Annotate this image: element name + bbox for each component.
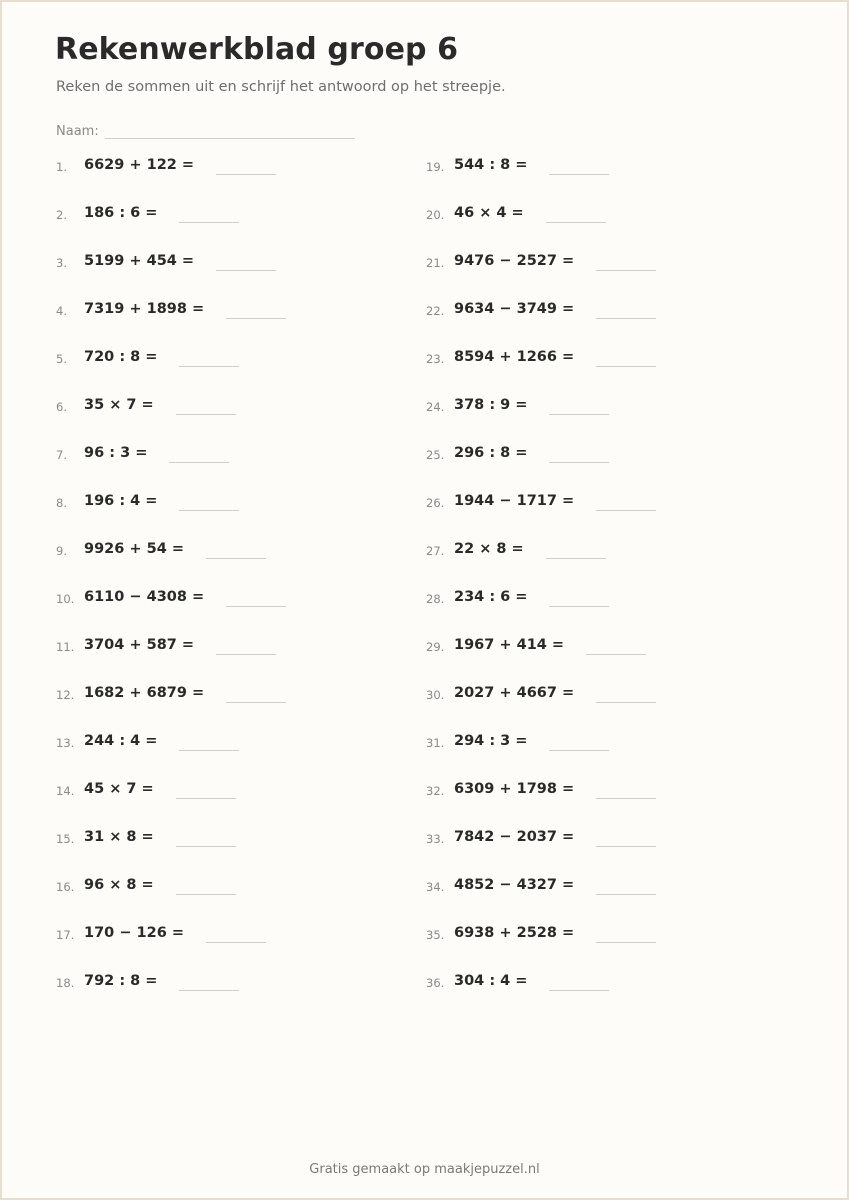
exercise-number: 31. bbox=[426, 736, 445, 750]
footer-credit: Gratis gemaakt op maakjepuzzel.nl bbox=[309, 1162, 540, 1177]
exercise-expression: 4852 − 4327 = bbox=[454, 877, 575, 893]
exercise-number: 4. bbox=[56, 304, 67, 318]
exercise-expression: 196 : 4 = bbox=[84, 493, 158, 509]
exercise-expression: 6938 + 2528 = bbox=[454, 925, 575, 941]
exercise-expression: 6309 + 1798 = bbox=[454, 781, 575, 797]
exercise-number: 29. bbox=[426, 640, 445, 654]
exercise-number: 36. bbox=[426, 976, 445, 990]
answer-line[interactable] bbox=[216, 250, 276, 271]
exercise-item bbox=[56, 394, 286, 442]
exercise-expression: 304 : 4 = bbox=[454, 973, 528, 989]
exercise-number: 30. bbox=[426, 688, 445, 702]
exercise-item bbox=[426, 826, 656, 874]
exercise-number: 1. bbox=[56, 160, 67, 174]
exercise-item bbox=[426, 442, 656, 490]
exercise-number: 25. bbox=[426, 448, 445, 462]
exercise-number: 3. bbox=[56, 256, 67, 270]
exercise-expression: 244 : 4 = bbox=[84, 733, 158, 749]
exercise-number: 17. bbox=[56, 928, 75, 942]
answer-line[interactable] bbox=[206, 538, 266, 559]
exercise-item bbox=[56, 586, 286, 634]
exercise-expression: 9476 − 2527 = bbox=[454, 253, 575, 269]
answer-line[interactable] bbox=[216, 154, 276, 175]
exercise-expression: 7319 + 1898 = bbox=[84, 301, 205, 317]
exercise-expression: 35 × 7 = bbox=[84, 397, 154, 413]
answer-line[interactable] bbox=[546, 202, 606, 223]
exercise-expression: 9634 − 3749 = bbox=[454, 301, 575, 317]
exercise-item bbox=[426, 922, 656, 970]
exercise-item bbox=[426, 154, 656, 202]
left-exercise-column bbox=[56, 154, 286, 1018]
answer-line[interactable] bbox=[176, 826, 236, 847]
exercise-number: 10. bbox=[56, 592, 75, 606]
exercise-number: 15. bbox=[56, 832, 75, 846]
name-row bbox=[56, 124, 355, 139]
exercise-item bbox=[56, 874, 286, 922]
exercise-item bbox=[426, 970, 656, 1018]
answer-line[interactable] bbox=[226, 586, 286, 607]
exercise-number: 35. bbox=[426, 928, 445, 942]
exercise-expression: 46 × 4 = bbox=[454, 205, 524, 221]
exercise-number: 19. bbox=[426, 160, 445, 174]
exercise-number: 27. bbox=[426, 544, 445, 558]
exercise-item bbox=[426, 202, 656, 250]
exercise-item bbox=[56, 778, 286, 826]
exercise-expression: 378 : 9 = bbox=[454, 397, 528, 413]
exercise-expression: 96 × 8 = bbox=[84, 877, 154, 893]
answer-line[interactable] bbox=[549, 442, 609, 463]
exercise-expression: 234 : 6 = bbox=[454, 589, 528, 605]
exercise-expression: 720 : 8 = bbox=[84, 349, 158, 365]
exercise-item bbox=[56, 634, 286, 682]
exercise-item bbox=[56, 346, 286, 394]
exercise-number: 33. bbox=[426, 832, 445, 846]
exercise-expression: 792 : 8 = bbox=[84, 973, 158, 989]
exercise-number: 23. bbox=[426, 352, 445, 366]
exercise-number: 5. bbox=[56, 352, 67, 366]
exercise-expression: 8594 + 1266 = bbox=[454, 349, 575, 365]
exercise-number: 2. bbox=[56, 208, 67, 222]
exercise-item bbox=[56, 298, 286, 346]
exercise-number: 14. bbox=[56, 784, 75, 798]
exercise-item bbox=[56, 682, 286, 730]
exercise-expression: 3704 + 587 = bbox=[84, 637, 195, 653]
answer-line[interactable] bbox=[596, 346, 656, 367]
exercise-expression: 1682 + 6879 = bbox=[84, 685, 205, 701]
exercise-item bbox=[426, 490, 656, 538]
answer-line[interactable] bbox=[226, 298, 286, 319]
exercise-number: 21. bbox=[426, 256, 445, 270]
name-label: Naam: bbox=[56, 124, 99, 139]
exercise-expression: 6629 + 122 = bbox=[84, 157, 195, 173]
exercise-expression: 96 : 3 = bbox=[84, 445, 148, 461]
answer-line[interactable] bbox=[586, 634, 646, 655]
exercise-number: 24. bbox=[426, 400, 445, 414]
exercise-item bbox=[56, 826, 286, 874]
answer-line[interactable] bbox=[549, 970, 609, 991]
answer-line[interactable] bbox=[549, 154, 609, 175]
exercise-item bbox=[56, 442, 286, 490]
exercise-number: 16. bbox=[56, 880, 75, 894]
exercise-item bbox=[56, 922, 286, 970]
exercise-expression: 22 × 8 = bbox=[454, 541, 524, 557]
answer-line[interactable] bbox=[176, 394, 236, 415]
exercise-item bbox=[426, 394, 656, 442]
exercise-item bbox=[426, 634, 656, 682]
answer-line[interactable] bbox=[179, 490, 239, 511]
exercise-expression: 31 × 8 = bbox=[84, 829, 154, 845]
exercise-item bbox=[426, 346, 656, 394]
name-field[interactable] bbox=[105, 124, 355, 139]
answer-line[interactable] bbox=[176, 874, 236, 895]
exercise-number: 32. bbox=[426, 784, 445, 798]
exercise-number: 22. bbox=[426, 304, 445, 318]
exercise-expression: 296 : 8 = bbox=[454, 445, 528, 461]
exercise-number: 7. bbox=[56, 448, 67, 462]
exercise-item bbox=[56, 154, 286, 202]
exercise-item bbox=[56, 730, 286, 778]
exercise-number: 13. bbox=[56, 736, 75, 750]
exercise-expression: 2027 + 4667 = bbox=[454, 685, 575, 701]
answer-line[interactable] bbox=[549, 730, 609, 751]
exercise-number: 6. bbox=[56, 400, 67, 414]
exercise-expression: 544 : 8 = bbox=[454, 157, 528, 173]
answer-line[interactable] bbox=[596, 490, 656, 511]
answer-line[interactable] bbox=[179, 202, 239, 223]
exercise-item bbox=[426, 538, 656, 586]
exercise-number: 9. bbox=[56, 544, 67, 558]
exercise-expression: 6110 − 4308 = bbox=[84, 589, 205, 605]
exercise-item bbox=[426, 250, 656, 298]
exercise-item bbox=[56, 490, 286, 538]
answer-line[interactable] bbox=[596, 874, 656, 895]
exercise-number: 11. bbox=[56, 640, 75, 654]
exercise-expression: 1967 + 414 = bbox=[454, 637, 565, 653]
exercise-item bbox=[56, 538, 286, 586]
exercise-item bbox=[56, 970, 286, 1018]
exercise-expression: 294 : 3 = bbox=[454, 733, 528, 749]
exercise-item bbox=[426, 874, 656, 922]
answer-line[interactable] bbox=[216, 634, 276, 655]
answer-line[interactable] bbox=[546, 538, 606, 559]
exercise-expression: 186 : 6 = bbox=[84, 205, 158, 221]
answer-line[interactable] bbox=[206, 922, 266, 943]
exercise-expression: 7842 − 2037 = bbox=[454, 829, 575, 845]
exercise-item bbox=[56, 250, 286, 298]
exercise-number: 34. bbox=[426, 880, 445, 894]
answer-line[interactable] bbox=[179, 346, 239, 367]
exercise-item bbox=[426, 298, 656, 346]
exercise-number: 8. bbox=[56, 496, 67, 510]
exercise-expression: 5199 + 454 = bbox=[84, 253, 195, 269]
answer-line[interactable] bbox=[226, 682, 286, 703]
exercise-item bbox=[426, 586, 656, 634]
right-exercise-column bbox=[426, 154, 656, 1018]
exercise-expression: 9926 + 54 = bbox=[84, 541, 184, 557]
exercise-expression: 45 × 7 = bbox=[84, 781, 154, 797]
answer-line[interactable] bbox=[596, 250, 656, 271]
answer-line[interactable] bbox=[596, 778, 656, 799]
answer-line[interactable] bbox=[596, 922, 656, 943]
exercise-number: 26. bbox=[426, 496, 445, 510]
answer-line[interactable] bbox=[596, 298, 656, 319]
exercise-item bbox=[56, 202, 286, 250]
exercise-number: 28. bbox=[426, 592, 445, 606]
exercise-number: 20. bbox=[426, 208, 445, 222]
answer-line[interactable] bbox=[179, 730, 239, 751]
instructions: Reken de sommen uit en schrijf het antwoord op het streepje. bbox=[56, 79, 506, 95]
exercise-item bbox=[426, 682, 656, 730]
exercise-item bbox=[426, 778, 656, 826]
answer-line[interactable] bbox=[549, 394, 609, 415]
exercise-expression: 1944 − 1717 = bbox=[454, 493, 575, 509]
exercise-number: 12. bbox=[56, 688, 75, 702]
answer-line[interactable] bbox=[176, 778, 236, 799]
page-title: Rekenwerkblad groep 6 bbox=[55, 32, 459, 67]
exercise-number: 18. bbox=[56, 976, 75, 990]
answer-line[interactable] bbox=[549, 586, 609, 607]
exercise-expression: 170 − 126 = bbox=[84, 925, 184, 941]
exercise-item bbox=[426, 730, 656, 778]
answer-line[interactable] bbox=[596, 682, 656, 703]
answer-line[interactable] bbox=[596, 826, 656, 847]
answer-line[interactable] bbox=[179, 970, 239, 991]
answer-line[interactable] bbox=[169, 442, 229, 463]
